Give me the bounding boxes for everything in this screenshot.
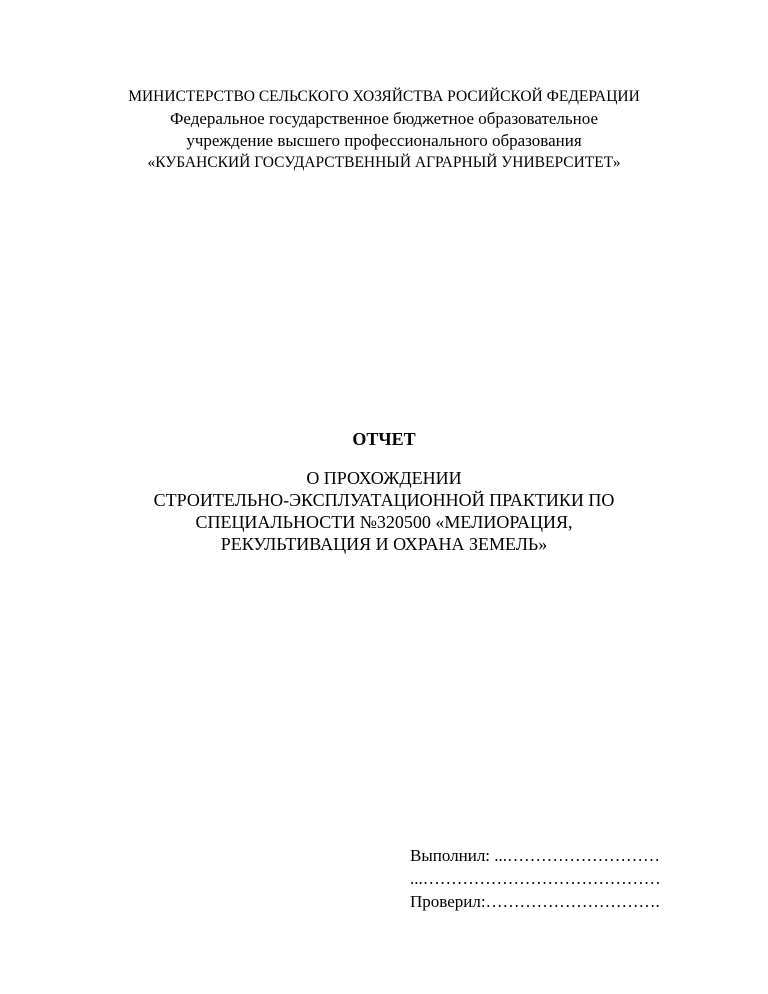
institution-type-line: Федеральное государственное бюджетное образовательное bbox=[169, 109, 599, 128]
university-name: «КУБАНСКИЙ ГОСУДАРСТВЕННЫЙ АГРАРНЫЙ УНИВЕРСИТЕТ» bbox=[147, 154, 621, 171]
performed-by-continuation: ...…………………………………… bbox=[410, 869, 661, 888]
performed-by-line: Выполнил: ...……………………… bbox=[410, 846, 661, 865]
subtitle-line: СТРОИТЕЛЬНО-ЭКСПЛУАТАЦИОННОЙ ПРАКТИКИ ПО bbox=[153, 490, 615, 510]
subtitle-line: О ПРОХОЖДЕНИИ bbox=[306, 468, 462, 488]
signature-block bbox=[410, 844, 730, 913]
institution-level-line: учреждение высшего профессионального образования bbox=[186, 131, 582, 150]
ministry-name: МИНИСТЕРСТВО СЕЛЬСКОГО ХОЗЯЙСТВА РОСИЙСКОЙ ФЕДЕРАЦИИ bbox=[128, 88, 640, 105]
report-title: ОТЧЕТ bbox=[352, 429, 416, 449]
checked-by-line: Проверил:…………………………. bbox=[410, 892, 660, 911]
subtitle-line: РЕКУЛЬТИВАЦИЯ И ОХРАНА ЗЕМЕЛЬ» bbox=[220, 534, 548, 554]
report-subtitle bbox=[0, 467, 768, 555]
subtitle-line: СПЕЦИАЛЬНОСТИ №320500 «МЕЛИОРАЦИЯ, bbox=[195, 512, 573, 532]
title-page-header bbox=[0, 86, 768, 174]
